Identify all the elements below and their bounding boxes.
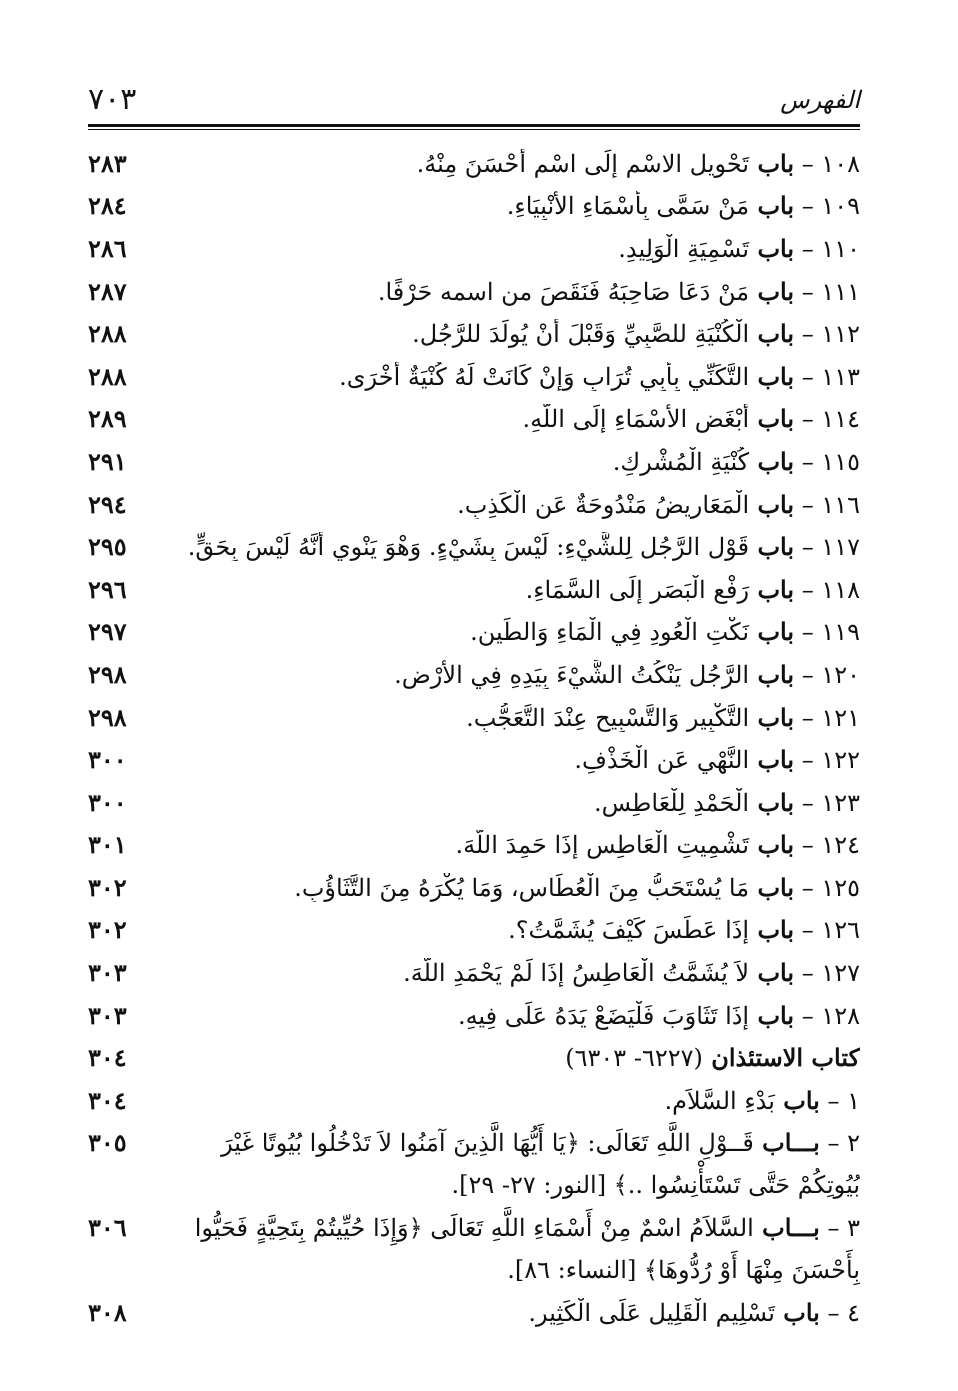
entry-page-number: ٢٨٤ bbox=[88, 191, 127, 221]
entry-number: ٣ – bbox=[819, 1213, 860, 1242]
entry-text: لاَ يُشَمَّتُ الْعَاطِسُ إِذَا لَمْ يَحْمَدِ اللَّهَ. bbox=[403, 959, 750, 988]
entry-number: ١٢٤ – bbox=[794, 831, 860, 860]
header-rule-thin bbox=[88, 129, 860, 130]
entry-prefix: باب bbox=[749, 191, 795, 221]
entry-prefix: باب bbox=[749, 148, 795, 178]
entry-prefix: باب bbox=[749, 276, 795, 306]
entry-page-number: ٣٠٤ bbox=[88, 1085, 127, 1115]
entry-text: تَحْوِيلِ الاسْمِ إِلَى اسْمٍ أَحْسَنَ مِنْهُ. bbox=[416, 149, 750, 178]
page-header bbox=[88, 80, 860, 124]
entry-prefix: باب bbox=[749, 617, 795, 647]
entry-number: ١٢٢ – bbox=[794, 746, 860, 775]
running-title: الفهرس bbox=[780, 86, 860, 114]
toc-entry bbox=[88, 355, 860, 398]
entry-text: تَشْمِيتِ الْعَاطِسِ إِذَا حَمِدَ اللَّهَ. bbox=[455, 831, 750, 860]
entry-text: قَوْلِ الرَّجُلِ لِلشَّيْءِ: لَيْسَ بِشَيْءٍ. وَهْوَ يَنْوِي أَنَّهُ لَيْسَ بِحَقٍّ. bbox=[187, 533, 750, 562]
toc-entry bbox=[88, 1207, 860, 1292]
entry-page-number: ٢٨٨ bbox=[88, 319, 127, 349]
entry-number: ٤ – bbox=[819, 1299, 860, 1328]
entry-prefix: باب bbox=[749, 958, 795, 988]
toc-entry bbox=[88, 738, 860, 781]
entry-page-number: ٢٩١ bbox=[88, 446, 127, 476]
entry-prefix: باب bbox=[749, 532, 795, 562]
entry-prefix: باب bbox=[749, 915, 795, 945]
entry-number: ١٢٠ – bbox=[794, 660, 860, 689]
entry-prefix: بـــاب bbox=[753, 1212, 820, 1242]
entry-page-number: ٣٠١ bbox=[88, 830, 127, 860]
toc-entry bbox=[88, 312, 860, 355]
entry-prefix: باب bbox=[774, 1085, 820, 1115]
toc-entry-title bbox=[417, 149, 860, 178]
toc-entry-title bbox=[470, 617, 860, 646]
entry-prefix: باب bbox=[749, 446, 795, 476]
entry-page-number: ٢٨٦ bbox=[88, 233, 127, 263]
entry-page-number: ٢٨٨ bbox=[88, 361, 127, 391]
toc-entry bbox=[88, 1292, 860, 1335]
entry-text: بَدْءِ السَّلاَمِ. bbox=[664, 1086, 775, 1115]
toc-entry-title bbox=[458, 1001, 860, 1030]
toc-entry-title bbox=[378, 277, 860, 306]
page-number: ٧٠٣ bbox=[88, 82, 137, 117]
toc-entry-title bbox=[528, 1298, 860, 1327]
entry-number: ١١٠ – bbox=[794, 234, 860, 263]
entry-number: ١٢٧ – bbox=[794, 959, 860, 988]
entry-text: رَفْعِ الْبَصَرِ إِلَى السَّمَاءِ. bbox=[525, 575, 750, 604]
toc-entry bbox=[88, 909, 860, 952]
toc-entry-title bbox=[188, 532, 860, 561]
toc-entry bbox=[88, 611, 860, 654]
toc-entry bbox=[88, 568, 860, 611]
entry-text: التَّكَنِّي بِأَبِي تُرَابٍ وَإِنْ كَانَتْ لَهُ كُنْيَةٌ أُخْرَى. bbox=[339, 362, 750, 391]
entry-number: ١٢٨ – bbox=[794, 1001, 860, 1030]
toc-entry bbox=[88, 781, 860, 824]
entry-text: نَكْتِ الْعُودِ فِي الْمَاءِ وَالطِّينِ. bbox=[470, 618, 750, 647]
entry-page-number: ٣٠٣ bbox=[88, 1000, 127, 1030]
entry-page-number: ٣٠٢ bbox=[88, 872, 127, 902]
entry-prefix: باب bbox=[749, 404, 795, 434]
entry-number: ١١٣ – bbox=[794, 362, 860, 391]
entry-page-number: ٣٠٥ bbox=[88, 1127, 127, 1157]
book-page-number: ٣٠٤ bbox=[88, 1043, 127, 1073]
entry-number: ١١٩ – bbox=[794, 618, 860, 647]
entry-page-number: ٣٠٠ bbox=[88, 787, 127, 817]
toc-entry bbox=[88, 696, 860, 739]
entry-number: ١ – bbox=[819, 1086, 860, 1115]
entry-number: ١٢٦ – bbox=[794, 916, 860, 945]
entry-text: مَا يُسْتَحَبُّ مِنَ الْعُطَاسِ، وَمَا يُكْرَهُ مِنَ التَّثَاؤُبِ. bbox=[294, 873, 750, 902]
table-of-contents bbox=[88, 142, 860, 1334]
entry-number: ١٢١ – bbox=[794, 703, 860, 732]
book-hadith-range: (٦٢٢٧- ٦٣٠٣) bbox=[565, 1044, 703, 1073]
entry-text: قَــوْلِ اللَّهِ تَعَالَى: ﴿يَا أَيُّهَا الَّذِينَ آمَنُوا لاَ تَدْخُلُوا بُيُوتًا غَيْرَ بُيُوتِكُمْ حَتَّى تَسْتَأْنِسُوا ..﴾ [النور: ٢٧- ٢٩]. bbox=[221, 1128, 860, 1199]
entry-text: التَّكْبِيرِ وَالتَّسْبِيحِ عِنْدَ التَّعَجُّبِ. bbox=[466, 703, 750, 732]
book-heading-title bbox=[565, 1043, 860, 1072]
entry-text: الْمَعَارِيضُ مَنْدُوحَةٌ عَنِ الْكَذِبِ. bbox=[457, 490, 750, 519]
entry-prefix: بـــاب bbox=[753, 1127, 820, 1157]
toc-entry bbox=[88, 142, 860, 185]
header-rule-thick bbox=[88, 124, 860, 127]
entry-number: ١١٥ – bbox=[794, 447, 860, 476]
entry-prefix: باب bbox=[749, 361, 795, 391]
toc-entry-title bbox=[403, 958, 860, 987]
entry-number: ١١٨ – bbox=[794, 575, 860, 604]
entry-text: السَّلاَمُ اسْمٌ مِنْ أَسْمَاءِ اللَّهِ تَعَالَى ﴿وَإِذَا حُيِّيتُمْ بِتَحِيَّةٍ فَحَيُّوا بِأَحْسَنَ مِنْهَا أَوْ رُدُّوهَا﴾ [النساء: ٨٦]. bbox=[194, 1213, 860, 1284]
toc-entry bbox=[88, 227, 860, 270]
toc-entry-title bbox=[457, 490, 860, 519]
toc-entry bbox=[88, 185, 860, 228]
entry-prefix: باب bbox=[749, 745, 795, 775]
entry-number: ١١٦ – bbox=[794, 490, 860, 519]
toc-entry-title bbox=[170, 1207, 860, 1291]
entry-number: ١٢٥ – bbox=[794, 873, 860, 902]
entry-text: تَسْلِيمِ الْقَلِيلِ عَلَى الْكَثِيرِ. bbox=[528, 1299, 775, 1328]
toc-entry-title bbox=[507, 191, 860, 220]
toc-entry-title bbox=[466, 703, 860, 732]
toc-entry bbox=[88, 525, 860, 568]
entry-prefix: باب bbox=[749, 659, 795, 689]
entry-prefix: باب bbox=[774, 1298, 820, 1328]
toc-entry bbox=[88, 398, 860, 441]
toc-entry-title bbox=[455, 830, 860, 859]
book-heading bbox=[88, 1036, 860, 1079]
entry-number: ١١٢ – bbox=[794, 320, 860, 349]
entry-page-number: ٣٠٠ bbox=[88, 745, 127, 775]
entry-number: ٢ – bbox=[819, 1128, 860, 1157]
entry-page-number: ٢٩٧ bbox=[88, 617, 127, 647]
entry-text: أَبْغَضِ الأَسْمَاءِ إِلَى اللَّهِ. bbox=[522, 405, 750, 434]
toc-entry-title bbox=[665, 1086, 861, 1115]
entry-prefix: باب bbox=[749, 319, 795, 349]
entry-prefix: باب bbox=[749, 489, 795, 519]
toc-entry bbox=[88, 653, 860, 696]
toc-entry bbox=[88, 824, 860, 867]
toc-entry bbox=[88, 951, 860, 994]
entry-number: ١١٤ – bbox=[794, 405, 860, 434]
toc-entry bbox=[88, 1079, 860, 1122]
entry-text: إِذَا تَثَاوَبَ فَلْيَضَعْ يَدَهُ عَلَى فِيهِ. bbox=[457, 1001, 750, 1030]
entry-page-number: ٣٠٨ bbox=[88, 1298, 127, 1328]
entry-page-number: ٣٠٢ bbox=[88, 915, 127, 945]
entry-page-number: ٢٩٦ bbox=[88, 574, 127, 604]
toc-entry bbox=[88, 1122, 860, 1207]
entry-page-number: ٣٠٣ bbox=[88, 958, 127, 988]
toc-entry-title bbox=[339, 362, 860, 391]
entry-text: تَسْمِيَةِ الْوَلِيدِ. bbox=[618, 234, 750, 263]
entry-text: الْحَمْدِ لِلْعَاطِسِ. bbox=[594, 788, 750, 817]
entry-page-number: ٢٨٩ bbox=[88, 404, 127, 434]
toc-entry-title bbox=[412, 319, 860, 348]
entry-page-number: ٢٨٧ bbox=[88, 276, 127, 306]
toc-entry bbox=[88, 483, 860, 526]
entry-text: كُنْيَةِ الْمُشْرِكِ. bbox=[612, 447, 750, 476]
entry-page-number: ٢٩٤ bbox=[88, 489, 127, 519]
entry-prefix: باب bbox=[749, 574, 795, 604]
entry-page-number: ٣٠٦ bbox=[88, 1212, 127, 1242]
toc-entry bbox=[88, 866, 860, 909]
toc-entry-title bbox=[574, 745, 860, 774]
toc-entry-title bbox=[526, 575, 860, 604]
entry-text: الرَّجُلِ يَنْكُتُ الشَّيْءَ بِيَدِهِ فِي الأَرْضِ. bbox=[394, 660, 750, 689]
entry-prefix: باب bbox=[749, 830, 795, 860]
entry-page-number: ٢٩٨ bbox=[88, 702, 127, 732]
toc-entry-title bbox=[613, 447, 860, 476]
entry-number: ١٠٨ – bbox=[794, 149, 860, 178]
entry-text: مَنْ سَمَّى بِأَسْمَاءِ الأَنْبِيَاءِ. bbox=[506, 192, 750, 221]
entry-prefix: باب bbox=[749, 702, 795, 732]
toc-entry-title bbox=[294, 873, 860, 902]
entry-page-number: ٢٩٥ bbox=[88, 532, 127, 562]
entry-text: مَنْ دَعَا صَاحِبَهُ فَنَقَصَ من اسمه حَرْفًا. bbox=[377, 277, 750, 306]
entry-prefix: باب bbox=[749, 787, 795, 817]
entry-text: النَّهْيِ عَنِ الْخَذْفِ. bbox=[574, 746, 750, 775]
entry-number: ١١١ – bbox=[794, 277, 860, 306]
entry-page-number: ٢٨٣ bbox=[88, 148, 127, 178]
toc-entry-title bbox=[170, 1122, 860, 1206]
entry-prefix: باب bbox=[749, 233, 795, 263]
toc-entry-title bbox=[618, 234, 860, 263]
entry-number: ١٠٩ – bbox=[794, 192, 860, 221]
entry-page-number: ٢٩٨ bbox=[88, 659, 127, 689]
toc-entry-title bbox=[508, 915, 860, 944]
toc-entry bbox=[88, 270, 860, 313]
toc-entry-title bbox=[394, 660, 860, 689]
entry-number: ١١٧ – bbox=[794, 533, 860, 562]
book-title: كتاب الاستئذان bbox=[702, 1043, 860, 1073]
toc-entry-title bbox=[594, 788, 860, 817]
toc-entry bbox=[88, 994, 860, 1037]
toc-entry-title bbox=[523, 404, 860, 433]
entry-number: ١٢٣ – bbox=[794, 788, 860, 817]
entry-prefix: باب bbox=[749, 1000, 795, 1030]
toc-entry bbox=[88, 440, 860, 483]
entry-text: الْكُنْيَةِ للصَّبِيِّ وَقَبْلَ أَنْ يُولَدَ للرَّجُلِ. bbox=[412, 320, 750, 349]
entry-prefix: باب bbox=[749, 872, 795, 902]
entry-text: إِذَا عَطَسَ كَيْفَ يُشَمَّتُ؟. bbox=[508, 916, 750, 945]
